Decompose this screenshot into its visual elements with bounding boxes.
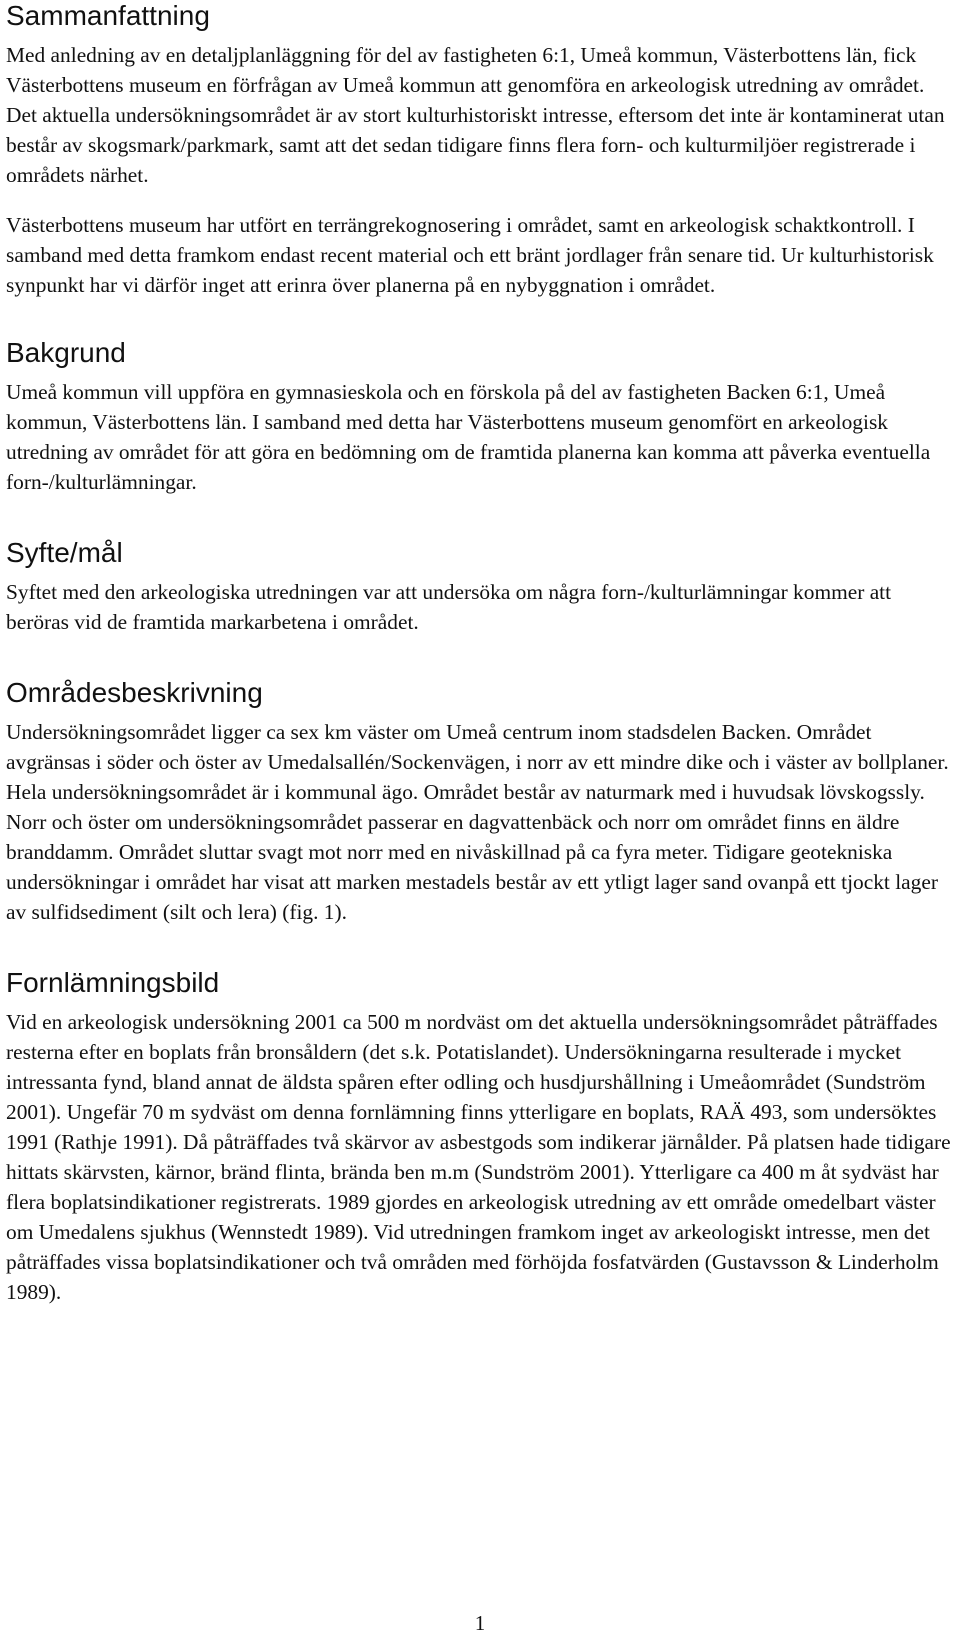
section-sammanfattning [6,0,951,300]
paragraph-omradesbeskrivning-1: Undersökningsområdet ligger ca sex km väster om Umeå centrum inom stadsdelen Backen. Området avgränsas i söder och öster av Umedalsallén/Sockenvägen, i norr av ett mindre dike och i väster av bollplaner. Hela undersökningsområdet är i kommunal ägo. Området består av naturmark med i huvudsak lövskogssly. Norr och öster om undersökningsområdet passerar en dagvattenbäck och norr om området finns en äldre branddamm. Området sluttar svagt mot norr med en nivåskillnad på ca fyra meter. Tidigare geotekniska undersökningar i området har visat att marken mestadels består av ett ytligt lager sand ovanpå ett tjockt lager av sulfidsediment (silt och lera) (fig. 1). [6,720,949,924]
section-fornlamningsbild [6,967,951,1307]
page-number: 1 [474,1611,486,1635]
heading-syfte: Syfte/mål [6,537,123,568]
paragraph-fornlamningsbild-1: Vid en arkeologisk undersökning 2001 ca 500 m nordväst om det aktuella undersökningsområdet påträffades resterna efter en boplats från bronsåldern (det s.k. Potatislandet). Undersökningarna resulterade i mycket intressanta fynd, bland annat de äldsta spåren efter odling och husdjurshållning i Umeåområdet (Sundström 2001). Ungefär 70 m sydväst om denna fornlämning finns ytterligare en boplats, RAÄ 493, som undersöktes 1991 (Rathje 1991). Då påträffades två skärvor av asbestgods som indikerar järnålder. På platsen hade tidigare hittats skärvsten, kärnor, bränd flinta, brända ben m.m (Sundström 2001). Ytterligare ca 400 m åt sydväst har flera boplatsindikationer registrerats. 1989 gjordes en arkeologisk utredning av ett område omedelbart väster om Umedalens sjukhus (Wennstedt 1989). Vid utredningen framkom inget av arkeologiskt intresse, men det påträffades vissa boplatsindikationer och två områden med förhöjda fosfatvärden (Gustavsson & Linderholm 1989). [6,1010,951,1304]
section-syfte [6,537,951,637]
section-bakgrund [6,337,951,497]
paragraph-syfte-1: Syftet med den arkeologiska utredningen var att undersöka om några forn-/kulturlämningar kommer att beröras vid de framtida markarbetena i området. [6,580,892,634]
heading-sammanfattning: Sammanfattning [6,0,210,31]
section-omradesbeskrivning [6,677,951,927]
heading-omradesbeskrivning: Områdesbeskrivning [6,677,263,708]
paragraph-sammanfattning-2: Västerbottens museum har utfört en terrängrekognosering i området, samt en arkeologisk schaktkontroll. I samband med detta framkom endast recent material och ett bränt jordlager från senare tid. Ur kulturhistorisk synpunkt har vi därför inget att erinra över planerna på en nybyggnation i området. [6,213,934,297]
document-page [6,0,951,1307]
heading-bakgrund: Bakgrund [6,337,126,368]
heading-fornlamningsbild: Fornlämningsbild [6,967,220,998]
paragraph-sammanfattning-1: Med anledning av en detaljplanläggning för del av fastigheten 6:1, Umeå kommun, Västerbottens län, fick Västerbottens museum en förfrågan av Umeå kommun att genomföra en arkeologisk utredning av området. Det aktuella undersökningsområdet är av stort kulturhistoriskt intresse, eftersom det inte är kontaminerat utan består av skogsmark/parkmark, samt att det sedan tidigare finns flera forn- och kulturmiljöer registrerade i områdets närhet. [6,43,945,187]
paragraph-bakgrund-1: Umeå kommun vill uppföra en gymnasieskola och en förskola på del av fastigheten Backen 6:1, Umeå kommun, Västerbottens län. I samband med detta har Västerbottens museum genomfört en arkeologisk utredning av området för att göra en bedömning om de framtida planerna kan komma att påverka eventuella forn-/kulturlämningar. [6,380,931,494]
